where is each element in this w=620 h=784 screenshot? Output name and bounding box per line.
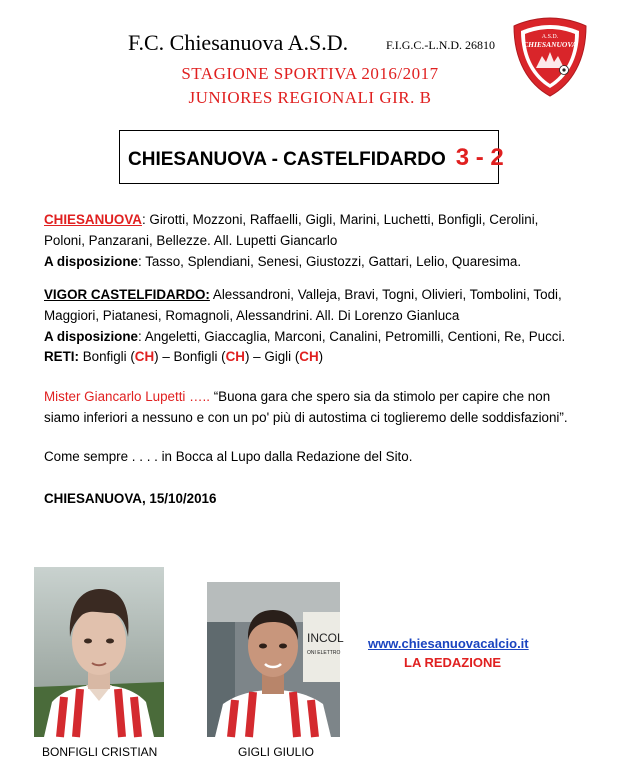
league-title: JUNIORES REGIONALI GIR. B (188, 88, 432, 107)
logo-top-text: A.S.D. (541, 34, 559, 40)
photo-sign-sub: ONI ELETTRO (307, 650, 341, 656)
goal-3-name: Gigli ( (264, 349, 300, 364)
player-photo-bonfigli (34, 567, 164, 737)
club-name: F.C. Chiesanuova A.S.D. (128, 30, 349, 55)
goal-2-name: Bonfigli ( (173, 349, 226, 364)
photo-caption-gigli: GIGLI GIULIO (238, 745, 315, 759)
goal-1-name: Bonfigli ( (78, 349, 135, 364)
goal-1-sep: ) – (154, 349, 174, 364)
quote-text-2: siamo inferiori a nessuno e con un po' più di autostima ci toglieremo delle soddisfazioni”. (44, 410, 568, 425)
goals-label: RETI: (44, 349, 79, 364)
dateline: CHIESANUOVA, 15/10/2016 (44, 491, 217, 506)
home-players-1: : Girotti, Mozzoni, Raffaelli, Gigli, Marini, Luchetti, Bonfigli, Cerolini, (141, 212, 539, 227)
season-title: STAGIONE SPORTIVA 2016/2017 (181, 64, 439, 83)
quote-text-1: “Buona gara che spero sia da stimolo per capire che non (209, 389, 551, 404)
goal-1-team: CH (134, 349, 155, 364)
redazione-label: LA REDAZIONE (404, 655, 502, 670)
goal-3-sep: ) (318, 349, 324, 364)
away-bench-label: A disposizione (44, 329, 138, 344)
match-title (128, 144, 504, 172)
away-bench (44, 326, 565, 347)
photo-sign-text: INCOL (307, 631, 344, 645)
match-teams: CHIESANUOVA - CASTELFIDARDO (128, 149, 446, 170)
home-players-2: Poloni, Panzarani, Bellezze. All. Lupetti Giancarlo (44, 233, 338, 248)
match-score: 3 - 2 (455, 144, 504, 171)
club-logo (512, 16, 588, 98)
away-bench-players: : Angeletti, Giaccaglia, Marconi, Canalini, Petromilli, Centioni, Re, Pucci. (138, 329, 566, 344)
goal-2-team: CH (225, 349, 245, 364)
goals-line (44, 346, 323, 367)
figc-number: F.I.G.C.-L.N.D. 26810 (386, 38, 496, 52)
player-photo-gigli (207, 582, 344, 737)
goal-2-sep: ) – (244, 349, 265, 364)
photo-caption-bonfigli: BONFIGLI CRISTIAN (42, 745, 158, 759)
home-bench-label: A disposizione (44, 254, 138, 269)
home-team-name: CHIESANUOVA (44, 212, 142, 227)
logo-club-text: CHIESANUOVA (523, 40, 577, 49)
home-bench-players: : Tasso, Splendiani, Senesi, Giustozzi, Gattari, Lelio, Quaresima. (138, 254, 522, 269)
away-team-name: VIGOR CASTELFIDARDO: (44, 287, 210, 302)
away-players-2: Maggiori, Piatanesi, Romagnoli, Alessandrini. All. Di Lorenzo Gianluca (44, 308, 460, 323)
quote-speaker: Mister Giancarlo Lupetti ….. (44, 389, 210, 404)
website-link[interactable]: www.chiesanuovacalcio.it (368, 636, 529, 651)
home-bench (44, 251, 521, 272)
home-lineup-line1 (44, 209, 538, 230)
greeting: Come sempre . . . . in Bocca al Lupo dalla Redazione del Sito. (44, 449, 413, 464)
away-players-1: Alessandroni, Valleja, Bravi, Togni, Olivieri, Tombolini, Todi, (209, 287, 562, 302)
goal-3-team: CH (299, 349, 319, 364)
away-lineup-line1 (44, 284, 562, 305)
quote-line1 (44, 386, 550, 407)
